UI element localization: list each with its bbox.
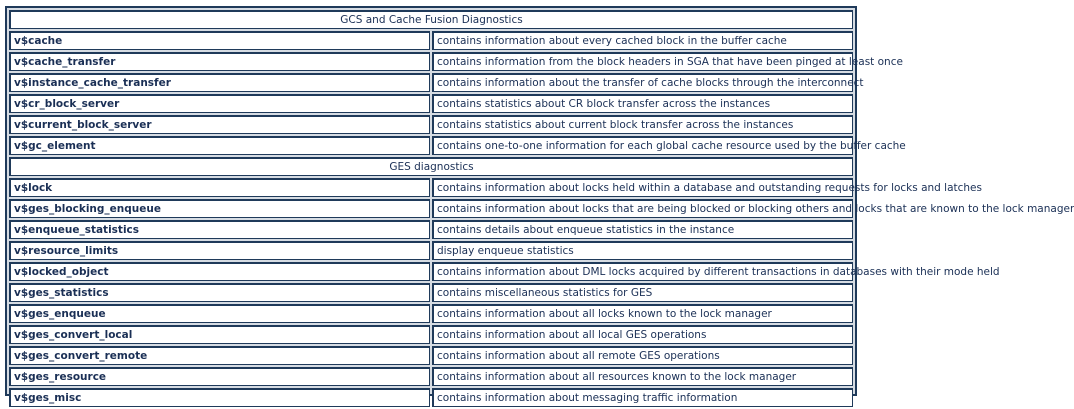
view-description-cell: display enqueue statistics [432,241,853,260]
view-description-cell: contains miscellaneous statistics for GES [432,283,853,302]
view-description-cell: contains information about all locks known to the lock manager [432,304,853,323]
section-header-row [9,10,853,29]
view-name-cell: v$gc_element [9,136,430,155]
diagnostics-table-frame [5,6,1074,404]
table-row [9,136,853,155]
table-row [9,346,853,365]
view-description-cell: contains details about enqueue statistics in the instance [432,220,853,239]
view-name-cell: v$ges_convert_local [9,325,430,344]
section-header-row [9,157,853,176]
table-row [9,94,853,113]
view-name-cell: v$locked_object [9,262,430,281]
view-description-cell: contains information about all remote GES operations [432,346,853,365]
section-title: GCS and Cache Fusion Diagnostics [9,10,853,29]
table-row [9,220,853,239]
diagnostics-table [7,8,1074,409]
view-description-cell: contains information about all local GES operations [432,325,853,344]
view-description-cell: contains statistics about current block transfer across the instances [432,115,853,134]
table-row [9,52,853,71]
view-name-cell: v$enqueue_statistics [9,220,430,239]
view-name-cell: v$resource_limits [9,241,430,260]
view-description-cell: contains information from the block headers in SGA that have been pinged at least once [432,52,853,71]
view-description-cell: contains information about all resources known to the lock manager [432,367,853,386]
table-row [9,115,853,134]
view-name-cell: v$ges_statistics [9,283,430,302]
view-description-cell: contains information about locks that are being blocked or blocking others and locks that are known to the lock manager [432,199,853,218]
view-description-cell: contains statistics about CR block transfer across the instances [432,94,853,113]
view-name-cell: v$ges_misc [9,388,430,407]
view-name-cell: v$ges_resource [9,367,430,386]
view-name-cell: v$ges_convert_remote [9,346,430,365]
view-description-cell: contains information about messaging traffic information [432,388,853,407]
table-row [9,325,853,344]
view-name-cell: v$cache_transfer [9,52,430,71]
table-row [9,31,853,50]
view-name-cell: v$ges_enqueue [9,304,430,323]
view-name-cell: v$cache [9,31,430,50]
section-title: GES diagnostics [9,157,853,176]
table-row [9,199,853,218]
view-name-cell: v$cr_block_server [9,94,430,113]
view-name-cell: v$ges_blocking_enqueue [9,199,430,218]
view-name-cell: v$current_block_server [9,115,430,134]
table-row [9,241,853,260]
table-row [9,304,853,323]
table-row [9,262,853,281]
view-description-cell: contains information about locks held within a database and outstanding requests for locks and latches [432,178,853,197]
view-description-cell: contains one-to-one information for each global cache resource used by the buffer cache [432,136,853,155]
table-row [9,367,853,386]
table-row [9,283,853,302]
view-name-cell: v$lock [9,178,430,197]
view-description-cell: contains information about every cached block in the buffer cache [432,31,853,50]
table-row [9,388,853,407]
view-description-cell: contains information about the transfer of cache blocks through the interconnect [432,73,853,92]
table-row [9,178,853,197]
view-description-cell: contains information about DML locks acquired by different transactions in databases with their mode held [432,262,853,281]
table-row [9,73,853,92]
view-name-cell: v$instance_cache_transfer [9,73,430,92]
